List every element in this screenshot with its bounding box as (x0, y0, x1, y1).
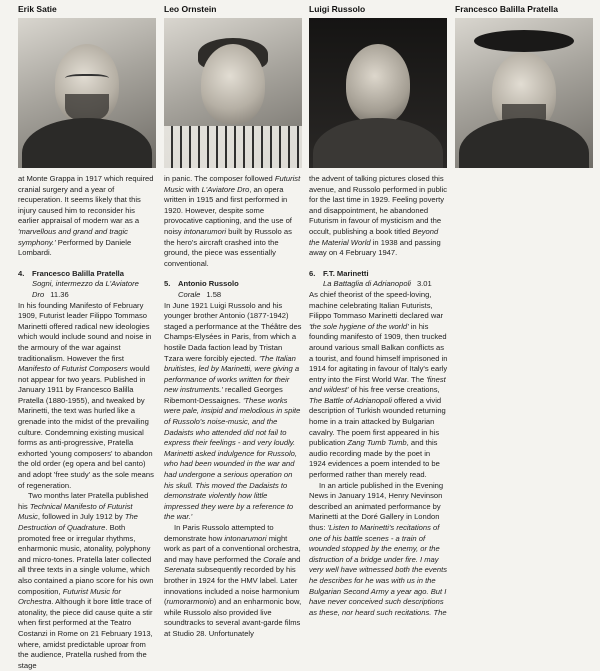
paragraph: In Paris Russolo attempted to demonstrate how intonarumori might work as part of a conventional orchestra, and may have performed the Corale and Serenata subsequently recorded by his brother in 1924 for the HMV label. Later innovations included a noise harmonium (rumorarmonio) and an enharmonic bow, while Russolo also provided live soundtracks to several avant-garde films at Studio 28. Unfortunately (164, 523, 302, 638)
paragraph: in panic. The composer followed Futurist Music with L'Aviatore Dro, an opera written in 1915 and first performed in 1920. However, despite some provocative captioning, and the use of noisy intonarumori built by Russolo as the hero's aircraft crashed into the ground, the piece was essentially conventional. (164, 174, 301, 268)
column-3 (309, 174, 449, 618)
column-2 (164, 174, 302, 640)
photo-russolo (309, 18, 447, 168)
photo-ornstein (164, 18, 302, 168)
track-subheading: La Battaglia di Adrianopoli 3.01 (323, 279, 432, 289)
portrait-satie (18, 0, 156, 168)
paragraph: In June 1921 Luigi Russolo and his younger brother Antonio (1877-1942) staged a performance at the Théâtre des Champs-Elysées in Paris, from which a hostile Dada faction lead by Tristan Tzara were forcibly ejected. 'The Italian bruitistes, led by Marinetti, were giving a performance of works written for their new instruments.' recalled Georges Ribemont-Dessaignes. 'These works were pale, insipid and melodious in spite of Russolo's noise-music, and the Dadaists who attended did not fail to express their feelings - and very loudly. Marinetti asked indulgence for Russolo, who had been wounded in the war and had undergone a serious operation on his skull. This moved the Dadaists to demonstrate violently how little impressed they were by a reference to the war.' (164, 300, 302, 522)
portrait-name: Francesco Balilla Pratella (455, 4, 558, 14)
portrait-name: Leo Ornstein (164, 4, 217, 14)
portrait-ornstein (164, 0, 302, 168)
article-columns (0, 174, 600, 670)
portrait-pratella (455, 0, 593, 168)
paragraph: As chief theorist of the speed-loving, machine celebrating Italian Futurists, Filippo Tommaso Marinetti declared war 'the sole hygiene of the world' in his founding manifesto of 1909, then trucked around various small Balkan conflicts as a tourist, and found himself imprisoned in 1914 for agitating in favour of Italy's early entry into the First World War. The 'finest and wildest' of his free verse creations, The Battle of Adrianopoli offered a vivid description of Turkish wounded returning home in a train attacked by Bulgarian cavalry. The poem first appeared in his publication Zang Tumb Tumb, and this audio recording made by the poet in 1924 evidences a poem intended to be performed rather than merely read. (309, 289, 448, 480)
track-heading: 5. Antonio Russolo (164, 279, 239, 289)
paragraph: Two months later Pratella published his Technical Manifesto of Futurist Music, followed in July 1912 by The Destruction of Quadrature. Both promoted free or irregular rhythms, enharmonic music, atonality, polyphony and micro-tones. Pratella later collected all three texts in a single volume, which also contained a piano score for his own composition, Futurist Music for Orchestra. Although it bore little trace of atonality, the piece did cause quite a stir when first performed at the Teatro Costanzi in Rome on 21 February 1913, where, amidst predictable uproar from the audience, Pratella rushed from the stage (18, 491, 154, 670)
track-subheading: Corale 1.58 (178, 289, 222, 299)
portrait-russolo (309, 0, 447, 168)
paragraph: at Monte Grappa in 1917 which required cranial surgery and a year of recuperation. It seems likely that this injury caused him to reconsider his earlier appraisal of modern war as a 'marvellous and grand and tragic symphony.' Performed by Daniele Lombardi. (18, 174, 154, 258)
portrait-name: Erik Satie (18, 4, 57, 14)
paragraph: the advent of talking pictures closed this avenue, and Russolo performed in public for the last time in 1929. Feeling poverty and disappointment, he abandoned Futurism in favour of mysticism and the occult, publishing a book titled Beyond the Material World in 1938 and passing away on 4 February 1947. (309, 174, 448, 258)
paragraph: In his founding Manifesto of February 1909, Futurist leader Filippo Tommaso Marinetti offered radical new ideologies which would include sound and noise in the armoury of the war against traditionalism. However the first Manifesto of Futurist Composers would not appear for two years. Published in January 1911 by Francesco Balilla Pratella (1880-1955), and tweaked by Marinetti, the text was hurled like a grenade into the midst of the prevailing culture. Condemning existing musical forms as anti-progressive, Pratella exhorted 'young composers' to abandon the old order (eg opera and bel canto) and adopt 'free study' as the sole means of regeneration. (18, 300, 154, 490)
track-heading: 4. Francesco Balilla Pratella (18, 268, 125, 278)
track-heading: 6. F.T. Marinetti (309, 268, 369, 278)
portrait-row (0, 0, 600, 172)
track-subheading: Sogni, intermezzo da L'Aviatore Dro 11.36 (32, 279, 139, 299)
photo-pratella (455, 18, 593, 168)
photo-satie (18, 18, 156, 168)
column-1 (18, 174, 156, 671)
paragraph: In an article published in the Evening News in January 1914, Henry Nevinson described an animated performance by Marinetti at the Doré Gallery in London thus: 'Listen to Marinetti's recitations of one of his battle scenes - a train of wounded stopped by the enemy, or the distruction of a bridge under fire. I may very well have witnessed both the events he describes for he was with us in the Bulgarian Second Army a year ago. But I have never conceived such descriptions as these, nor heard such recitations. The (309, 480, 448, 617)
portrait-name: Luigi Russolo (309, 4, 366, 14)
